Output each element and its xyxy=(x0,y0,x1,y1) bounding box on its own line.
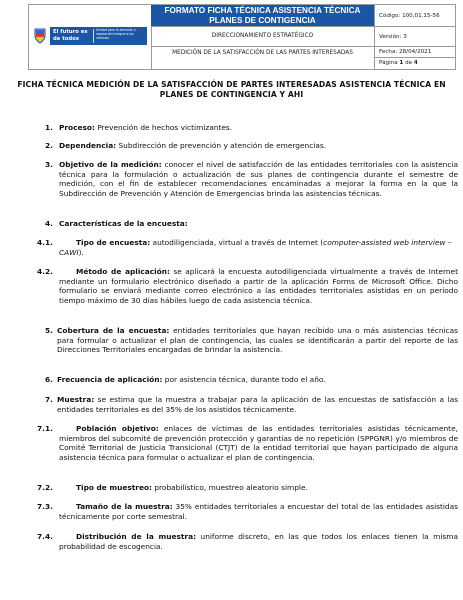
item-label: Método de aplicación: xyxy=(76,267,170,276)
item-tamano xyxy=(59,502,458,521)
item-text: 35% entidades territoriales a encuestar del total de las entidades asistidas técnicamente por corte semestral. xyxy=(59,502,458,521)
item-label: Población objetivo: xyxy=(76,424,159,433)
item-number: 7.4. xyxy=(37,532,53,541)
item-label: Cobertura de la encuesta: xyxy=(57,326,170,335)
logo-divider xyxy=(93,29,94,43)
format-title: FORMATO FICHA TÉCNICA ASISTENCIA TÉCNICA PLANES DE CONTIGENCIA xyxy=(151,5,375,27)
item-number: 4.2. xyxy=(37,267,53,276)
item-italic: computer-assisted web interview – CAWI xyxy=(59,238,452,257)
item-label: Tipo de muestreo: xyxy=(76,483,152,492)
item-proceso xyxy=(59,123,439,133)
document-title: FICHA TÉCNICA MEDICIÓN DE LA SATISFACCIÓN DE PARTES INTERESADAS ASISTENCIA TÉCNICA EN PLANES DE CONTINGENCIA Y AHI xyxy=(17,80,446,99)
item-text: por asistencia técnica, durante todo el año. xyxy=(162,375,326,384)
item-text: Prevención de hechos victimizantes. xyxy=(94,123,233,132)
item-text-end: ). xyxy=(78,247,84,257)
item-number: 4. xyxy=(45,219,53,228)
item-muestra xyxy=(57,395,458,414)
item-label: Muestra: xyxy=(57,395,95,404)
document-header xyxy=(28,4,456,70)
page-mid: de xyxy=(403,60,414,66)
item-text: entidades territoriales que hayan recibido una o más asistencias técnicas para formular o actualizar el plan de contingencia, las cuales se identificarán a partir del reporte de las Direcciones Territoriales encargadas de brindar la asistencia. xyxy=(57,326,458,355)
logo-right-text: Unidad para la atención y reparación integral a las víctimas xyxy=(96,28,136,40)
item-poblacion xyxy=(59,424,458,462)
item-label: Distribución de la muestra: xyxy=(76,532,197,541)
item-label: Objetivo de la medición: xyxy=(59,160,162,169)
document-code: Código: 100,01,15-56 xyxy=(375,5,455,27)
item-tipo-encuesta xyxy=(59,238,454,257)
document-date: Fecha: 28/04/2021 xyxy=(375,47,455,58)
page-prefix: Página xyxy=(379,60,400,66)
item-metodo xyxy=(59,267,458,305)
item-text: enlaces de víctimas de las entidades territoriales asistidas técnicamente, miembros del subcomité de prevención protección y garantías de no repetición (SPPGNR) y/o miembros de Comité Territorial de Justicia Transicional (CTJT) de la entidad territorial que hayan participado de alguna asistencia técnica para formular o actualizar el plan de contingencia. xyxy=(59,424,458,462)
item-tipo-muestreo xyxy=(59,483,454,493)
brand-logo xyxy=(50,27,147,45)
item-number: 4.1. xyxy=(37,238,53,247)
item-text: Subdirección de prevención y atención de emergencias. xyxy=(116,141,327,150)
item-number: 3. xyxy=(45,160,53,169)
page-current: 1 xyxy=(399,60,404,66)
item-cobertura xyxy=(57,326,458,355)
item-text: autodiligenciada, virtual a través de Internet ( xyxy=(150,238,324,247)
item-text: se aplicará la encuesta autodiligenciada virtualmente a través de Internet mediante un formulario electrónico diseñado a partir de la aplicación Forms de Microsoft Office. Dicho formulario se enviará mediante correo electrónico a las entidades territoriales asistidas en un período tiempo máximo de 30 días hábiles luego de cada asistencia técnica. xyxy=(59,267,459,305)
item-number: 7. xyxy=(45,395,53,404)
item-frecuencia xyxy=(57,375,452,385)
logo-left-text: El futuro es de todos xyxy=(53,29,88,42)
item-label: Dependencia: xyxy=(59,141,117,150)
process-name: DIRECCIONAMIENTO ESTRATÉGICO xyxy=(151,27,375,47)
item-caracteristicas xyxy=(59,219,439,229)
page-indicator xyxy=(375,58,455,69)
item-number: 1. xyxy=(45,123,53,132)
page-total: 4 xyxy=(413,60,418,66)
item-label: Frecuencia de aplicación: xyxy=(57,375,163,384)
item-text: probabilístico, muestreo aleatorio simple. xyxy=(152,483,308,492)
item-dependencia xyxy=(59,141,439,151)
item-objetivo xyxy=(59,160,458,198)
item-number: 6. xyxy=(45,375,53,384)
item-label: Características de la encuesta: xyxy=(59,219,188,228)
item-text: conocer el nivel de satisfacción de las entidades territoriales con la asistencia técnica para la formulación o actualización de sus planes de contingencia durante el semestre de medición, con el fin de establecer recomendaciones encaminadas a mejorar la forma en la que la Subdirección de Prevención y Atención de Emergencias brinda las asistencias técnicas. xyxy=(59,160,458,198)
format-subtitle: MEDICIÓN DE LA SATISFACCIÓN DE LAS PARTES INTERESADAS xyxy=(151,47,375,69)
item-text: se estima que la muestra a trabajar para la aplicación de las encuestas de satisfacción a las entidades territoriales es del 35% de los asistidos técnicamente. xyxy=(57,395,458,414)
item-number: 2. xyxy=(45,141,53,150)
item-text: uniforme discreto, en las que todos los enlaces tienen la misma probabilidad de escogencia. xyxy=(59,532,458,551)
item-label: Tipo de encuesta: xyxy=(76,238,151,247)
item-number: 7.2. xyxy=(37,483,53,492)
item-number: 7.1. xyxy=(37,424,53,433)
item-label: Proceso: xyxy=(59,123,95,132)
item-label: Tamaño de la muestra: xyxy=(76,502,173,511)
document-version: Versión: 3 xyxy=(375,27,455,47)
coat-of-arms-icon xyxy=(34,28,46,44)
item-number: 5. xyxy=(45,326,53,335)
item-distribucion xyxy=(59,532,458,551)
item-number: 7.3. xyxy=(37,502,53,511)
logo-cell xyxy=(29,5,152,69)
